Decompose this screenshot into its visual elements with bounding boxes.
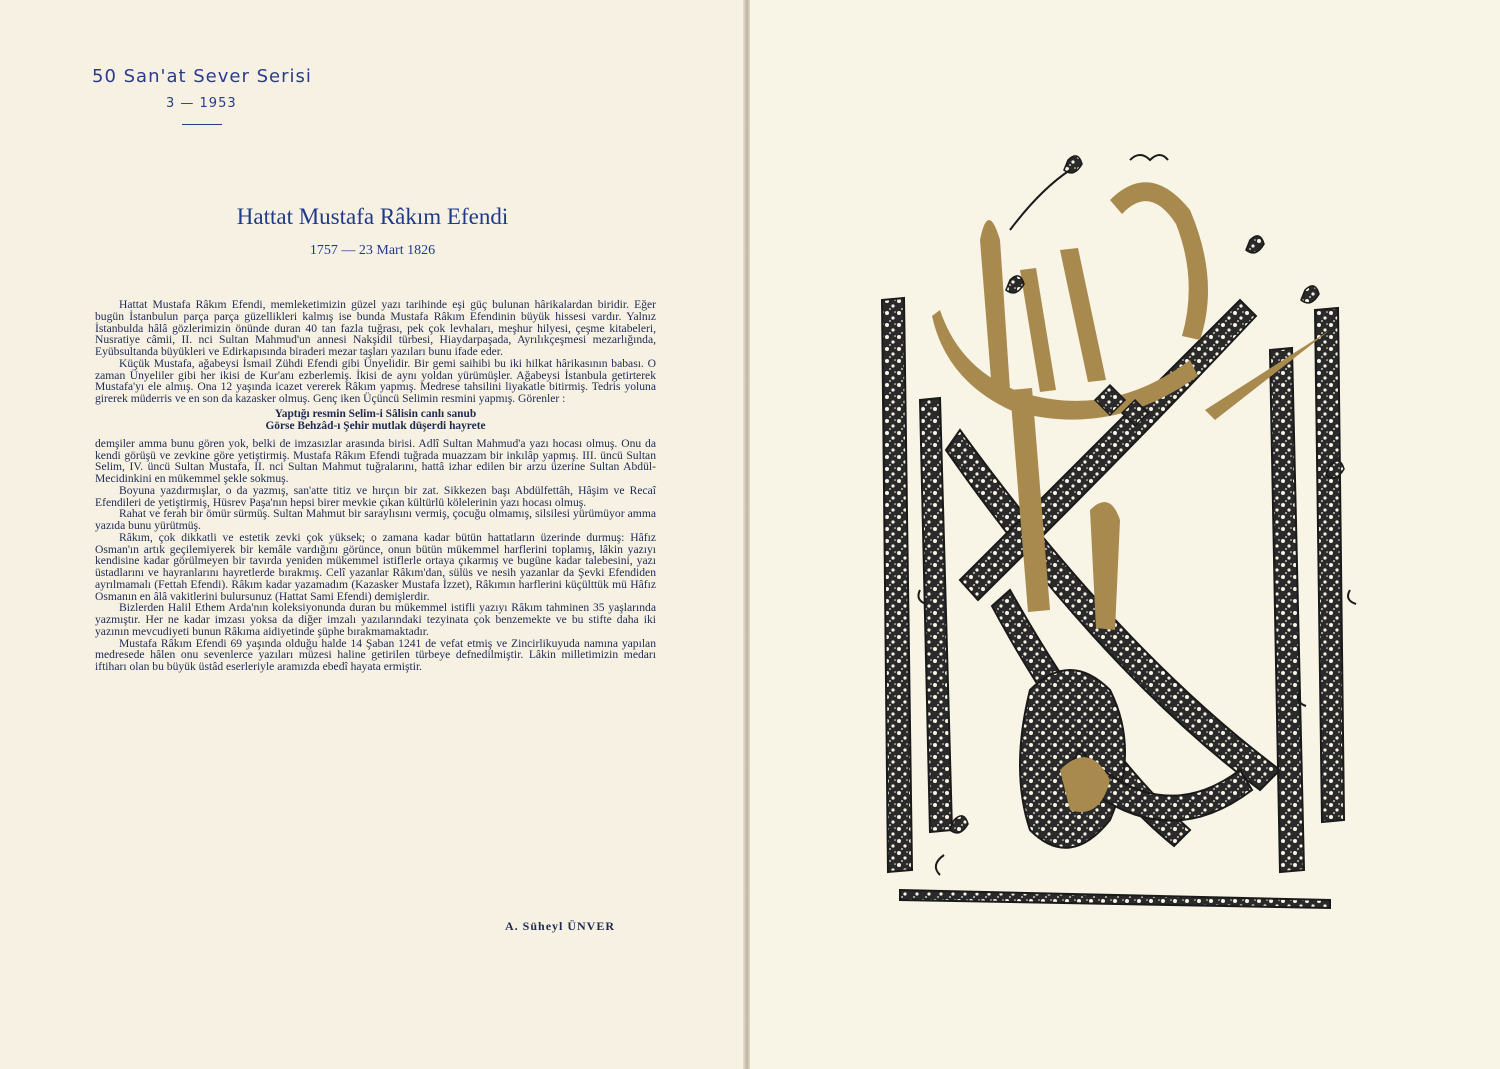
article-title: Hattat Mustafa Râkım Efendi (236, 204, 509, 229)
paragraph: Hattat Mustafa Râkım Efendi, memleketimizin güzel yazı tarihinde eşi güç bulunan hârikalardan biridir. Eğer bugün İstanbulun parça parça güzellikleri kalmış ise bunda Mustafa Râkım Efendinin büyük hissesi vardır. Yalnız İstanbulda hâlâ gözlerimizin önünde duran 40 tan fazla tuğrası, pek çok levhaları, meşhur hilyesi, çeşme kitabeleri, Nusratiye câmii, II. nci Sultan Mahmud'un annesi Nakşidil türbesi, Hiaydarpaşada, Ayrılıkçeşmesi mezarlığında, Eyübsultanda büyükleri ve Edirkapısında biraderi mezar taşları yazıları bunu ifade eder. (95, 298, 656, 358)
series-title: 50 San'at Sever Serisi (92, 66, 312, 87)
verse-couplet (95, 408, 656, 433)
verse-line: Görse Behzâd-ı Şehir mutlak düşerdi hayrete (265, 420, 486, 433)
divider (182, 124, 222, 125)
paragraph: Küçük Mustafa, ağabeysi İsmail Zühdi Efendi gibi Ünyelidir. Bir gemi saihibi bu iki hilkat hârikasının babası. O zaman Ünyeliler gibi her ikisi de Kur'anı ezberlemiş. İkisi de aynı yoldan yürümüşler. Ağabeysi İstanbula getirterek Mustafa'yı ele almış. Ona 12 yaşında icazet vererek Râkım yapmış. Medrese tahsilini liyakatle bitirmiş. Tedris yoluna girerek müderris ve en son da kazasker olmuş. Genç iken Üçüncü Selimin resmini yapmış. Görenler : (95, 356, 656, 405)
verse-line: Yaptığı resmin Selim-i Sâlisin canlı sanub (274, 407, 477, 420)
calligraphy-artwork (860, 130, 1380, 930)
author-signature: A. Süheyl ÜNVER (505, 919, 616, 933)
paragraph: Bizlerden Halil Ethem Arda'nın koleksiyonunda duran bu mükemmel istifli yazıyı Râkım tahminen 35 yaşlarında yazmıştır. Her ne kadar imzası yoksa da diğer imzalı yazılarındaki tezyinata çok benzemekte ve bu stifte daha iki yazının mevcudiyeti bunun Râkıma aidiyetinde şüphe bırakmamaktadır. (95, 601, 656, 638)
paragraph: Boyuna yazdırmışlar, o da yazmış, san'atte titiz ve hırçın bir zat. Sikkezen başı Abdülfettâh, Hâşim ve Recaî Efendileri de yetiştirmiş, Hüsrev Paşa'nın hepsi birer mevkie çıkan kültürlü kölelerinin yazı hocası olmuş. (95, 483, 656, 509)
paragraph: Mustafa Râkım Efendi 69 yaşında olduğu halde 14 Şaban 1241 de vefat etmiş ve Zincirlikuyuda namına yapılan medresede hâlen onu sevenlerce yazıları müzesi haline getirilen türbeye defnedilmiştir. Lâkin milletimizin medarı iftiharı olan bu büyük üstâd eserleriyle aramızda ebedî hayata ermiştir. (95, 636, 656, 673)
article-body (95, 299, 656, 673)
paragraph: Râkım, çok dikkatli ve estetik zevki çok yüksek; o zamana kadar bütün hattatların üzerinde durmuş: Hâfız Osman'ın artık geçilemiyerek bir kemâle vardığını görünce, onun bütün mükemmel harflerini toplamış, lâkin yazıyı kendisine kadar görülmeyen bir tavırda yeniden mükemmel istiflerle ortaya çıkarmış ve bugüne kadar talebesini, yazı üstadlarını ve hayranlarını hayretlerde bırakmış. Celî yazanlar Râkım'dan, sülüs ve nesih yazanlar da Şevki Efendiden ayrılmamalı (Fettah Efendi). Râkım kadar yazamadım (Kazasker Mustafa İzzet), Râkımın harflerini küçülttük mü Hâfız Osmanın en âlâ vakitlerini bulursunuz (Hattat Sami Efendi) demişlerdir. (95, 530, 656, 603)
paragraph: demşiler amma bunu gören yok, belki de imzasızlar arasında birisi. Adlî Sultan Mahmud'a yazı hocası olmuş. Onu da kendi görüşü ve zevkine göre yetiştirmiş. Mustafa Râkım Efendi tuğrada muazzam bir inkılâp yapmış. III. üncü Sultan Selim, IV. üncü Sultan Mustafa, II. nci Sultan Mahmut tuğralarını, hattâ izhar edilen bir arzu üzerine Sultan Abdül-Mecidinkini en mükemmel şekle sokmuş. (95, 436, 656, 485)
left-page (0, 0, 745, 1069)
issue-number: 3 — 1953 (166, 96, 237, 111)
paragraph: Rahat ve ferah bir ömür sürmüş. Sultan Mahmut bir saraylısını vermiş, çocuğu olmamış, silsilesi yürümüyor amma yazıda bunu yürütmüş. (95, 507, 656, 532)
article-dates: 1757 — 23 Mart 1826 (309, 243, 436, 258)
